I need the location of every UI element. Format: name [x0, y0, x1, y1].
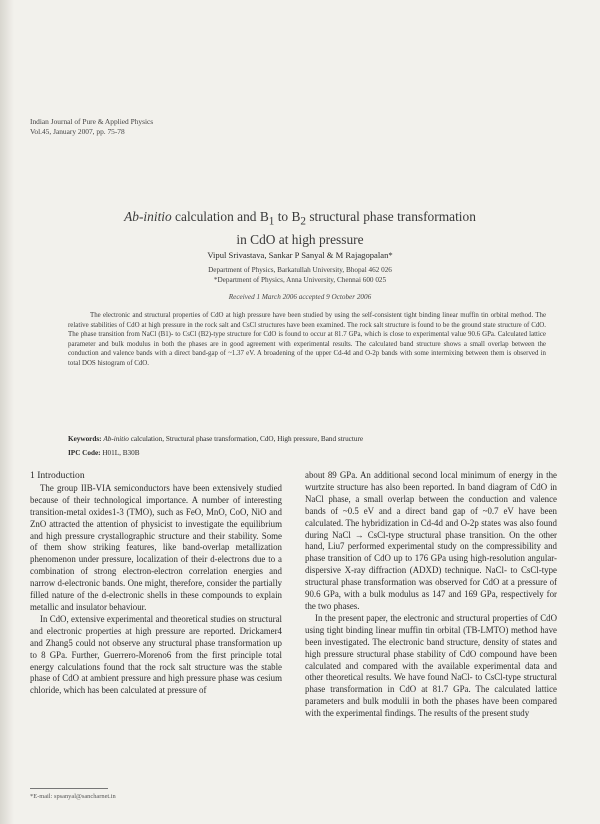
- authors: Vipul Srivastava, Sankar P Sanyal & M Rajagopalan*: [207, 250, 393, 260]
- paper-title: [40, 208, 560, 248]
- right-paragraph-2: In the present paper, the electronic and structural properties of CdO using tight binding linear muffin tin orbital (TB-LMTO) method have been investigated. The electronic band structure, density of states and high pressure structural phase stability of CdO compound have been calculated and compared with the available experimental data and other theoretical results. We have found NaCl- to CsCl-type structural phase transformation in CdO at 81.7 GPa. The calculated lattice parameters and bulk modulii in both the phases have been compared with the experimental findings. The results of the present study: [305, 612, 557, 719]
- affiliation-1: Department of Physics, Barkatullah University, Bhopal 462 026: [208, 266, 392, 274]
- title-sub-2: 2: [300, 215, 306, 228]
- keywords-italic: Ab-initio: [103, 435, 129, 443]
- abstract: [68, 311, 546, 369]
- affiliation-2: *Department of Physics, Anna University, Chennai 600 025: [213, 276, 387, 284]
- title-line-1: [40, 208, 560, 231]
- title-sub-1: 1: [268, 215, 275, 228]
- journal-issue: Vol.45, January 2007, pp. 75-78: [30, 127, 125, 136]
- title-line-2: in CdO at high pressure: [236, 231, 364, 247]
- footnote-email: *E-mail: spsanyal@sancharnet.in: [30, 793, 116, 800]
- received-dates: Received 1 March 2006 accepted 9 October 2006: [228, 293, 372, 301]
- section-heading: 1 Introduction: [30, 470, 85, 481]
- title-italic: Ab-initio: [124, 209, 172, 224]
- right-column: [305, 470, 557, 720]
- left-column: [30, 470, 282, 697]
- keywords-label: Keywords:: [68, 435, 102, 443]
- ipc-code: [68, 448, 546, 458]
- ipc-text: H01L, B30B: [100, 449, 140, 457]
- keywords: [68, 434, 546, 444]
- ipc-label: IPC Code:: [68, 449, 101, 457]
- footnote-divider: [30, 788, 108, 789]
- journal-name: Indian Journal of Pure & Applied Physics: [30, 117, 154, 126]
- title-part: calculation and B: [171, 209, 269, 224]
- journal-header: [30, 117, 153, 137]
- intro-paragraph-2: In CdO, extensive experimental and theoretical studies on structural and electronic properties at high pressure are reported. Drickamer4 and Zhang5 could not observe any structural phase transformation up to 8 GPa. Further, Guerrero-Moreno6 from the first principle total energy calculations found that the rock salt structure was the stable phase of CdO at ambient pressure and high pressure phase was cesium chloride, which has been calculated at pressure of: [30, 613, 282, 696]
- right-paragraph-1: about 89 GPa. An additional second local minimum of energy in the wurtzite structure has also been reported. In band diagram of CdO in NaCl phase, a small overlap between the conduction and valence bands of ~0.5 eV and a direct band gap of ~0.7 eV have been calculated. The hybridization in Cd-4d and O-2p states was also found during NaCl → CsCl-type structural phase transition. On the other hand, Liu7 performed experimental study on the compressibility and phase transition of CdO up to 176 GPa using high-resolution angular-dispersive X-ray diffraction (ADXD) technique. NaCl- to CsCl-type structural phase transformation was observed for CdO at a pressure of 90.6 GPa, with a bulk modulus as 147 and 169 GPa, respectively for the two phases.: [305, 470, 557, 611]
- title-part: to B: [274, 209, 301, 224]
- keywords-text: calculation, Structural phase transformation, CdO, High pressure, Band structure: [128, 435, 364, 443]
- intro-paragraph-1: The group IIB-VIA semiconductors have been extensively studied because of their technological importance. A number of interesting transition-metal oxides1-3 (TMO), such as FeO, MnO, CoO, NiO and ZnO attracted the attention of physicist to investigate the equilibrium and high pressure crystallographic structure and their stability. Some of them show striking features, like band-overlap metallization phenomenon under pressure, localization of their d-electrons due to a combination of strong electron-electron correlation energies and narrow d-electronic bands. One might, therefore, consider the partially filled nature of the d-electronic shells in these compounds to explain metallic and insulator behaviour.: [30, 482, 282, 612]
- abstract-text: The electronic and structural properties of CdO at high pressure have been studied by using the self-consistent tight binding linear muffin tin orbital method. The relative stabilities of CdO at high pressure in the rock salt and CsCl structures have been examined. The rock salt structure is found to be the ground state structure of CdO. The phase transition from NaCl (B1)- to CsCl (B2)-type structure for CdO is found to occur at 81.7 GPa, which is close to experimental value 90.6 GPa. Calculated lattice parameter and bulk modulus in both the phases are in good agreement with experimental results. The calculated band structure shows a small overlap between the conduction and valence bands with a direct band-gap of ~1.37 eV. A broadening of the upper Cd-4d and O-2p bands with some intermixing between them is observed in total DOS histogram of CdO.: [68, 312, 546, 367]
- affiliations: [40, 265, 560, 285]
- scan-edge: [0, 0, 14, 824]
- title-part: structural phase transformation: [305, 209, 476, 224]
